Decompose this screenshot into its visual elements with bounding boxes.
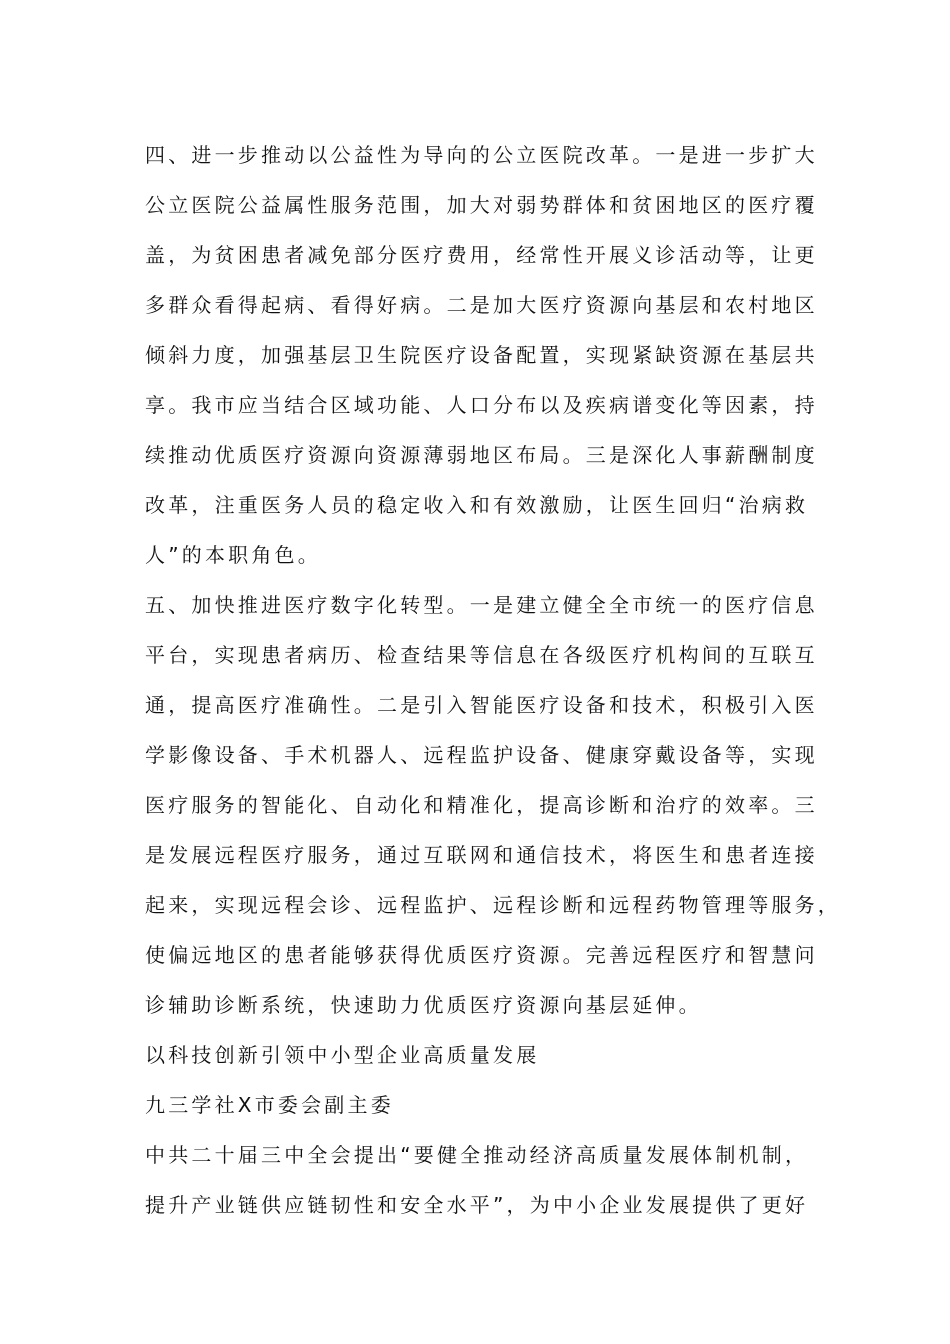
text-line: 享。我市应当结合区域功能、人口分布以及疾病谱变化等因素，持 [145,393,818,417]
text-line: 倾斜力度，加强基层卫生院医疗设备配置，实现紧缺资源在基层共 [145,343,818,367]
text-line: 起来，实现远程会诊、远程监护、远程诊断和远程药物管理等服务， [145,893,841,917]
text-line: 五、加快推进医疗数字化转型。一是建立健全全市统一的医疗信息 [145,593,818,617]
text-line: 是发展远程医疗服务，通过互联网和通信技术，将医生和患者连接 [145,843,818,867]
text-line: 改革，注重医务人员的稳定收入和有效激励，让医生回归“治病救 [145,493,809,517]
text-line: 诊辅助诊断系统，快速助力优质医疗资源向基层延伸。 [145,993,702,1017]
text-line: 学影像设备、手术机器人、远程监护设备、健康穿戴设备等，实现 [145,743,818,767]
section-title: 以科技创新引领中小型企业高质量发展 [145,1043,540,1067]
text-line: 盖，为贫困患者减免部分医疗费用，经常性开展义诊活动等，让更 [145,243,818,267]
text-line: 提升产业链供应链韧性和安全水平”，为中小企业发展提供了更好 [145,1193,809,1217]
text-line: 通，提高医疗准确性。二是引入智能医疗设备和技术，积极引入医 [145,693,818,717]
text-line: 四、进一步推动以公益性为导向的公立医院改革。一是进一步扩大 [145,143,818,167]
text-line: 使偏远地区的患者能够获得优质医疗资源。完善远程医疗和智慧问 [145,943,818,967]
author-line: 九三学社X市委会副主委 [145,1093,394,1117]
text-line: 医疗服务的智能化、自动化和精准化，提高诊断和治疗的效率。三 [145,793,818,817]
text-line: 多群众看得起病、看得好病。二是加大医疗资源向基层和农村地区 [145,293,818,317]
text-line: 续推动优质医疗资源向资源薄弱地区布局。三是深化人事薪酬制度 [145,443,818,467]
text-line: 平台，实现患者病历、检查结果等信息在各级医疗机构间的互联互 [145,643,818,667]
document-body [145,130,841,1230]
text-line: 中共二十届三中全会提出“要健全推动经济高质量发展体制机制， [145,1143,809,1167]
text-line: 人”的本职角色。 [145,543,321,567]
text-line: 公立医院公益属性服务范围，加大对弱势群体和贫困地区的医疗覆 [145,193,818,217]
